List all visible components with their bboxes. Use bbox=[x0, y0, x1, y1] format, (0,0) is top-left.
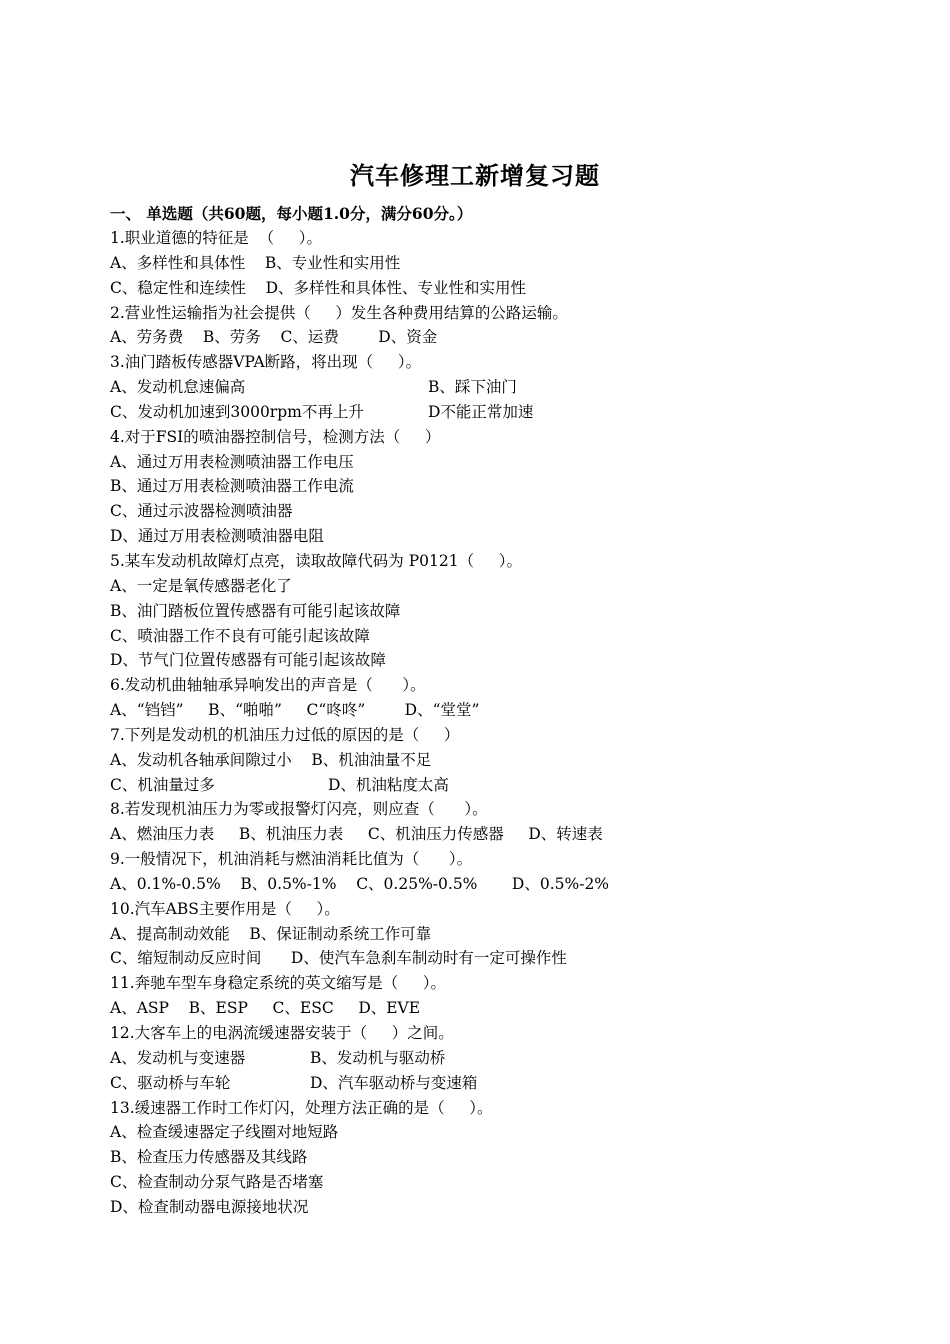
text-line bbox=[110, 1120, 870, 1145]
line-second-column: D、汽车驱动桥与变速箱 bbox=[310, 1073, 478, 1092]
line-text: A、“铛铛” B、“啪啪” C“咚咚” D、“堂堂” bbox=[110, 701, 480, 720]
line-text: 1.职业道德的特征是 （ ）。 bbox=[110, 229, 323, 247]
line-text: A、一定是氧传感器老化了 bbox=[110, 576, 292, 595]
line-text: C、发动机加速到3000rpm不再上升 bbox=[110, 402, 364, 421]
line-text: D、节气门位置传感器有可能引起该故障 bbox=[110, 651, 386, 670]
text-line bbox=[110, 648, 870, 673]
line-text: B、油门踏板位置传感器有可能引起该故障 bbox=[110, 601, 401, 620]
line-text: B、通过万用表检测喷油器工作电流 bbox=[110, 477, 354, 496]
text-line bbox=[110, 1071, 870, 1096]
line-text: C、驱动桥与车轮 bbox=[110, 1073, 231, 1092]
line-second-column: D不能正常加速 bbox=[428, 402, 534, 421]
text-line bbox=[110, 723, 870, 748]
text-line bbox=[110, 1195, 870, 1220]
text-line bbox=[110, 599, 870, 624]
text-line bbox=[110, 276, 870, 301]
text-line bbox=[110, 971, 870, 996]
line-text: A、提高制动效能 B、保证制动系统工作可靠 bbox=[110, 924, 432, 943]
line-text: C、喷油器工作不良有可能引起该故障 bbox=[110, 626, 370, 645]
document-title: 汽车修理工新增复习题 bbox=[350, 161, 600, 190]
text-line bbox=[110, 400, 870, 425]
line-text: 5.某车发动机故障灯点亮，读取故障代码为 P0121（ ）。 bbox=[110, 551, 522, 570]
line-text: C、机油量过多 bbox=[110, 775, 215, 794]
text-line bbox=[110, 698, 870, 723]
line-text: 6.发动机曲轴轴承异响发出的声音是（ ）。 bbox=[110, 676, 426, 695]
line-text: 7.下列是发动机的机油压力过低的原因的是（ ） bbox=[110, 725, 460, 744]
line-text: A、通过万用表检测喷油器工作电压 bbox=[110, 452, 354, 471]
line-text: A、检查缓速器定子线圈对地短路 bbox=[110, 1123, 339, 1142]
text-line bbox=[110, 897, 870, 922]
text-line bbox=[110, 1145, 870, 1170]
text-line bbox=[110, 624, 870, 649]
text-line bbox=[110, 1096, 870, 1121]
line-text: A、发动机各轴承间隙过小 B、机油油量不足 bbox=[110, 750, 432, 769]
text-line bbox=[110, 499, 870, 524]
line-text: 12.大客车上的电涡流缓速器安装于（ ）之间。 bbox=[110, 1024, 454, 1042]
line-text: C、稳定性和连续性 D、多样性和具体性、专业性和实用性 bbox=[110, 278, 526, 297]
line-text: 4.对于FSI的喷油器控制信号，检测方法（ ） bbox=[110, 427, 441, 446]
line-text: A、燃油压力表 B、机油压力表 C、机油压力传感器 D、转速表 bbox=[110, 825, 603, 844]
question-list bbox=[110, 226, 870, 1220]
line-text: C、通过示波器检测喷油器 bbox=[110, 502, 293, 521]
line-second-column: B、发动机与驱动桥 bbox=[310, 1048, 446, 1067]
text-line bbox=[110, 922, 870, 947]
line-text: C、检查制动分泵气路是否堵塞 bbox=[110, 1173, 324, 1192]
text-line bbox=[110, 996, 870, 1021]
text-line bbox=[110, 748, 870, 773]
line-text: C、缩短制动反应时间 D、使汽车急刹车制动时有一定可操作性 bbox=[110, 949, 567, 968]
text-line bbox=[110, 450, 870, 475]
line-text: A、多样性和具体性 B、专业性和实用性 bbox=[110, 253, 401, 272]
text-line bbox=[110, 872, 870, 897]
text-line bbox=[110, 673, 870, 698]
line-text: A、劳务费 B、劳务 C、运费 D、资金 bbox=[110, 328, 438, 347]
text-line bbox=[110, 1170, 870, 1195]
text-line bbox=[110, 797, 870, 822]
line-text: A、发动机与变速器 bbox=[110, 1048, 246, 1067]
line-text: A、0.1%-0.5% B、0.5%-1% C、0.25%-0.5% D、0.5%-2% bbox=[110, 874, 610, 893]
text-line bbox=[110, 549, 870, 574]
text-line bbox=[110, 1021, 870, 1046]
text-line bbox=[110, 350, 870, 375]
text-line bbox=[110, 301, 870, 326]
line-text: 10.汽车ABS主要作用是（ ）。 bbox=[110, 899, 340, 918]
line-second-column: B、踩下油门 bbox=[428, 378, 517, 397]
line-text: A、发动机怠速偏高 bbox=[110, 378, 246, 397]
text-line bbox=[110, 847, 870, 872]
line-second-column: D、机油粘度太高 bbox=[328, 775, 449, 794]
line-text: A、ASP B、ESP C、ESC D、EVE bbox=[110, 999, 421, 1018]
text-line bbox=[110, 524, 870, 549]
text-line bbox=[110, 574, 870, 599]
section-heading: 一、 单选题（共60题，每小题1.0分，满分60分。） bbox=[110, 204, 473, 223]
text-line bbox=[110, 946, 870, 971]
text-line bbox=[110, 375, 870, 400]
text-line bbox=[110, 251, 870, 276]
text-line bbox=[110, 1046, 870, 1071]
text-line bbox=[110, 226, 870, 251]
text-line bbox=[110, 325, 870, 350]
line-text: D、通过万用表检测喷油器电阻 bbox=[110, 527, 324, 546]
line-text: 2.营业性运输指为社会提供（ ）发生各种费用结算的公路运输。 bbox=[110, 303, 568, 322]
text-line bbox=[110, 822, 870, 847]
text-line bbox=[110, 773, 870, 798]
line-text: 11.奔驰车型车身稳定系统的英文缩写是（ ）。 bbox=[110, 974, 447, 993]
line-text: 3.油门踏板传感器VPA断路，将出现（ ）。 bbox=[110, 353, 422, 372]
line-text: 9.一般情况下，机油消耗与燃油消耗比值为（ ）。 bbox=[110, 850, 473, 869]
text-line bbox=[110, 474, 870, 499]
text-line bbox=[110, 425, 870, 450]
line-text: D、检查制动器电源接地状况 bbox=[110, 1197, 309, 1216]
line-text: 8.若发现机油压力为零或报警灯闪亮，则应查（ ）。 bbox=[110, 800, 488, 819]
line-text: 13.缓速器工作时工作灯闪，处理方法正确的是（ ）。 bbox=[110, 1098, 493, 1117]
line-text: B、检查压力传感器及其线路 bbox=[110, 1148, 308, 1167]
